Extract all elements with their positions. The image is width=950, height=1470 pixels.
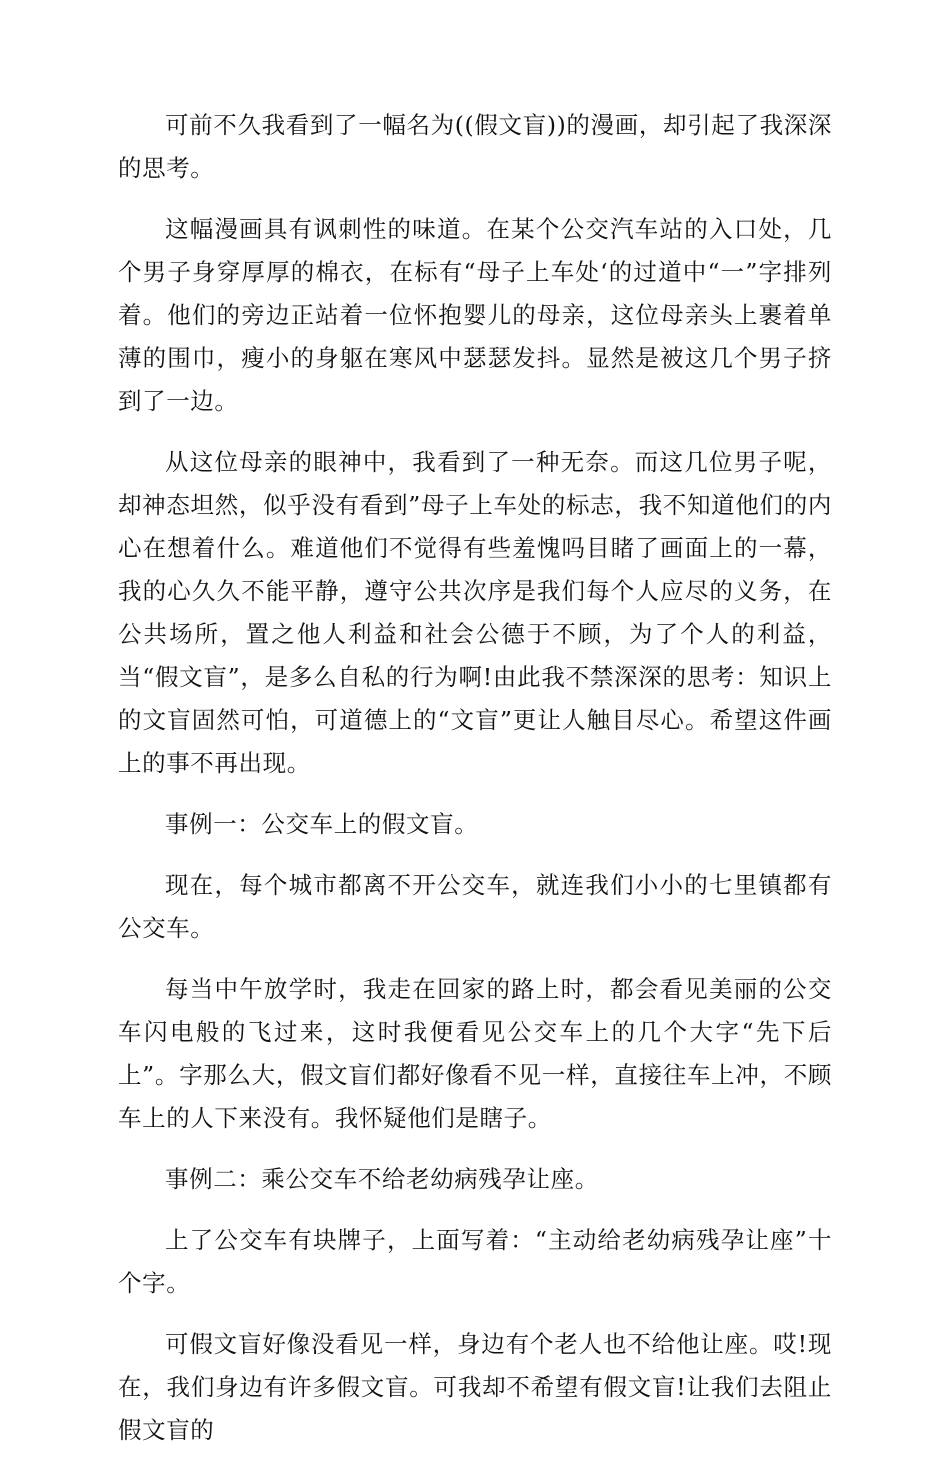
paragraph-6: 每当中午放学时，我走在回家的路上时，都会看见美丽的公交车闪电般的飞过来，这时我便看见公交车上的几个大字“先下后上”。字那么大，假文盲们都好像看不见一样，直接往车上冲，不顾车上的人下来没有。我怀疑他们是瞎子。 bbox=[118, 975, 832, 1132]
paragraph-2: 这幅漫画具有讽刺性的味道。在某个公交汽车站的入口处，几个男子身穿厚厚的棉衣，在标有“母子上车处‘的过道中“一”字排列着。他们的旁边正站着一位怀抱婴儿的母亲，这位母亲头上裹着单薄的围巾，瘦小的身躯在寒风中瑟瑟发抖。显然是被这几个男子挤到了一边。 bbox=[118, 215, 832, 415]
document-body bbox=[118, 104, 832, 1470]
paragraph-example-2-heading: 事例二：乘公交车不给老幼病残孕让座。 bbox=[165, 1165, 599, 1193]
paragraph-5: 现在，每个城市都离不开公交车，就连我们小小的七里镇都有公交车。 bbox=[118, 871, 832, 942]
paragraph-example-1-heading: 事例一：公交车上的假文盲。 bbox=[165, 810, 479, 838]
paragraph-9: 可假文盲好像没看见一样，身边有个老人也不给他让座。哎!现在，我们身边有许多假文盲。可我却不希望有假文盲!让我们去阻止假文盲的 bbox=[118, 1330, 832, 1444]
paragraph-8: 上了公交车有块牌子，上面写着：“主动给老幼病残孕让座”十个字。 bbox=[118, 1226, 832, 1297]
paragraph-1: 可前不久我看到了一幅名为((假文盲))的漫画，却引起了我深深的思考。 bbox=[118, 111, 832, 182]
paragraph-3: 从这位母亲的眼神中，我看到了一种无奈。而这几位男子呢，却神态坦然，似乎没有看到”母子上车处的标志，我不知道他们的内心在想着什么。难道他们不觉得有些羞愧吗目睹了画面上的一幕，我的心久久不能平静，遵守公共次序是我们每个人应尽的义务，在公共场所，置之他人利益和社会公德于不顾，为了个人的利益，当“假文盲”，是多么自私的行为啊!由此我不禁深深的思考：知识上的文盲固然可怕，可道德上的“文盲”更让人触目尽心。希望这件画上的事不再出现。 bbox=[118, 448, 832, 777]
